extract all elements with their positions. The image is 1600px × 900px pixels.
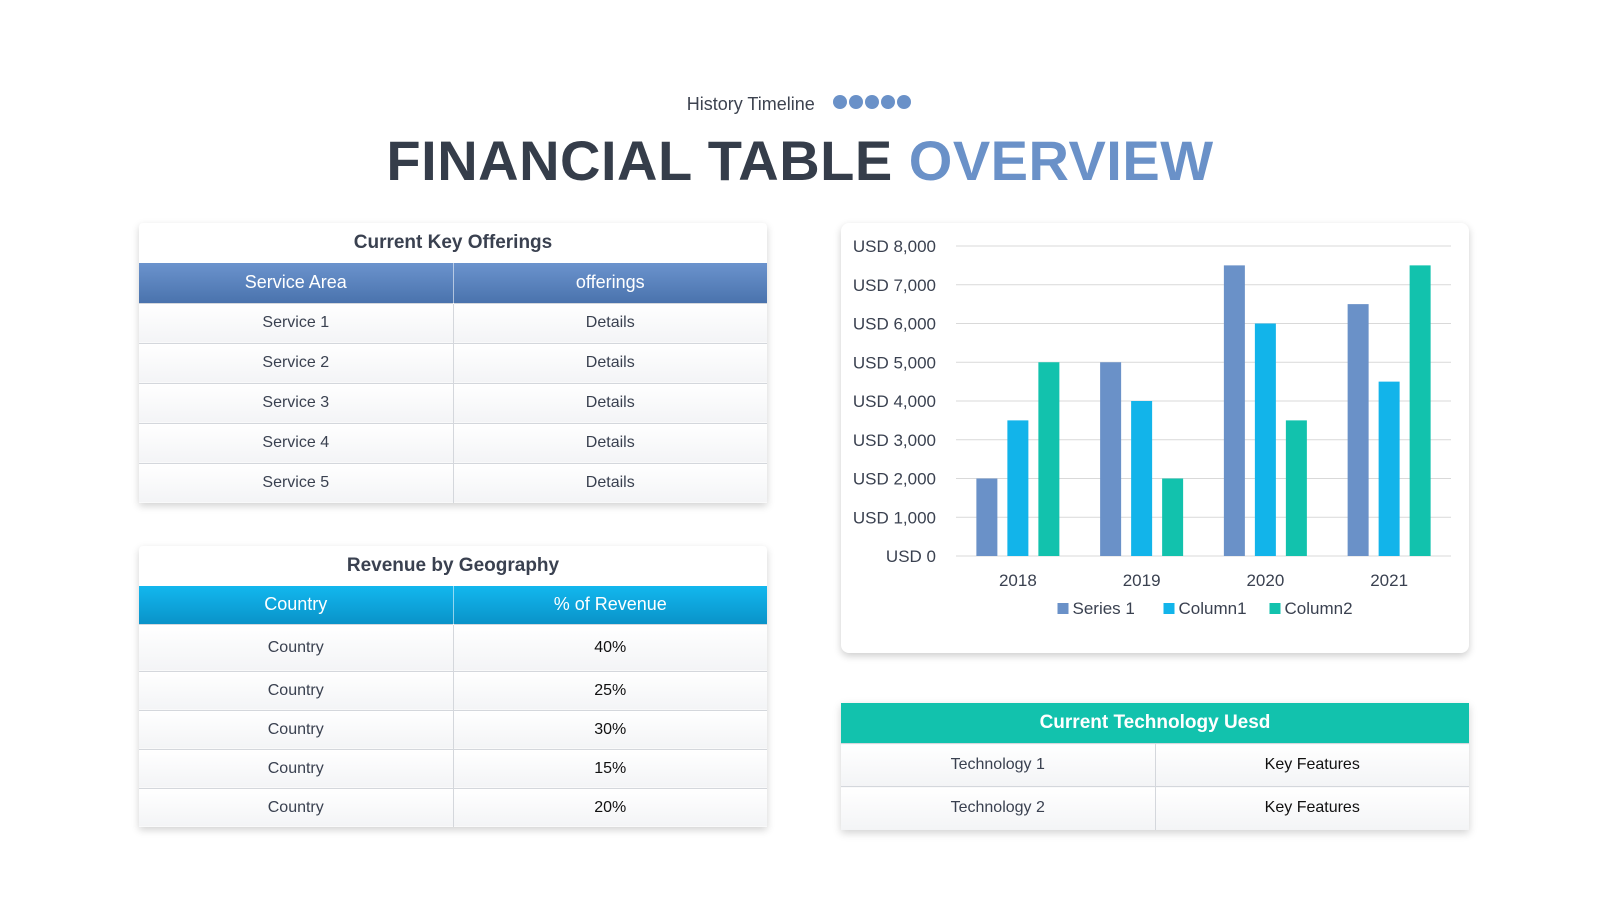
column-header-service-area: Service Area <box>139 263 453 303</box>
service-cell: Service 1 <box>139 303 453 343</box>
page-title <box>0 128 1600 193</box>
technology-cell: Technology 2 <box>841 787 1155 830</box>
timeline-dot <box>881 95 895 109</box>
y-tick-label: USD 2,000 <box>852 469 936 489</box>
revenue-cell: 20% <box>453 788 767 827</box>
column-header-country: Country <box>139 586 453 624</box>
page-title-part2: OVERVIEW <box>908 129 1214 192</box>
table-row <box>841 744 1469 787</box>
table-row <box>841 787 1469 830</box>
y-tick-label: USD 3,000 <box>852 430 936 450</box>
table-row <box>139 788 767 827</box>
key-offerings-card <box>139 223 767 503</box>
bar <box>1379 382 1400 556</box>
x-tick-label: 2019 <box>1122 571 1161 590</box>
y-tick-label: USD 0 <box>885 547 936 566</box>
x-tick-label: 2018 <box>998 571 1037 590</box>
country-cell: Country <box>139 710 453 749</box>
header-subtitle-row <box>0 94 1600 118</box>
revenue-geography-title: Revenue by Geography <box>346 555 560 576</box>
table-row <box>139 423 767 463</box>
technology-title: Current Technology Uesd <box>841 703 1469 743</box>
bar <box>976 479 997 557</box>
key-features-cell: Key Features <box>1155 744 1469 787</box>
revenue-geography-table <box>139 586 767 827</box>
revenue-cell: 40% <box>453 624 767 671</box>
bar-chart <box>841 223 1469 653</box>
y-tick-label: USD 5,000 <box>852 353 936 373</box>
technology-table <box>841 743 1469 830</box>
country-cell: Country <box>139 671 453 710</box>
header-subtitle: History Timeline <box>686 94 815 114</box>
y-tick-label: USD 1,000 <box>852 508 936 528</box>
country-cell: Country <box>139 624 453 671</box>
service-cell: Service 2 <box>139 343 453 383</box>
bar <box>1286 420 1307 556</box>
legend-label: Series 1 <box>1072 599 1135 618</box>
timeline-dot <box>833 95 847 109</box>
details-cell: Details <box>453 303 767 343</box>
table-row <box>139 383 767 423</box>
table-row <box>139 710 767 749</box>
key-offerings-title: Current Key Offerings <box>353 232 553 253</box>
bar <box>1224 265 1245 556</box>
revenue-cell: 15% <box>453 749 767 788</box>
column-header-offerings: offerings <box>453 263 767 303</box>
country-cell: Country <box>139 788 453 827</box>
bar <box>1100 362 1121 556</box>
y-tick-label: USD 8,000 <box>852 237 936 256</box>
table-row <box>139 671 767 710</box>
legend-swatch <box>1270 603 1281 614</box>
key-offerings-table <box>139 263 767 503</box>
bar <box>1131 401 1152 556</box>
table-header-row <box>139 263 767 303</box>
service-cell: Service 5 <box>139 463 453 503</box>
table-row <box>139 749 767 788</box>
legend-swatch <box>1164 603 1175 614</box>
key-features-cell: Key Features <box>1155 787 1469 830</box>
timeline-dot <box>865 95 879 109</box>
legend-label: Column1 <box>1178 599 1247 618</box>
y-tick-label: USD 4,000 <box>852 392 936 411</box>
technology-card <box>841 703 1469 830</box>
legend-swatch <box>1058 603 1069 614</box>
table-header-row <box>139 586 767 624</box>
timeline-dot <box>849 95 863 109</box>
service-cell: Service 3 <box>139 383 453 423</box>
details-cell: Details <box>453 343 767 383</box>
bar <box>1348 304 1369 556</box>
timeline-dot <box>897 95 911 109</box>
service-cell: Service 4 <box>139 423 453 463</box>
bar <box>1162 479 1183 557</box>
revenue-geography-card <box>139 546 767 827</box>
x-tick-label: 2020 <box>1246 571 1285 590</box>
details-cell: Details <box>453 383 767 423</box>
bar <box>1007 420 1028 556</box>
country-cell: Country <box>139 749 453 788</box>
timeline-dots-icon <box>833 95 913 114</box>
page-title-part1: FINANCIAL TABLE <box>386 129 893 192</box>
column-header-revenue-percent: % of Revenue <box>453 586 767 624</box>
revenue-cell: 30% <box>453 710 767 749</box>
details-cell: Details <box>453 463 767 503</box>
y-tick-label: USD 6,000 <box>852 314 936 334</box>
technology-cell: Technology 1 <box>841 744 1155 787</box>
table-row <box>139 343 767 383</box>
table-row <box>139 303 767 343</box>
x-tick-label: 2021 <box>1370 571 1409 590</box>
bar <box>1410 265 1431 556</box>
table-row <box>139 624 767 671</box>
revenue-cell: 25% <box>453 671 767 710</box>
bar-chart-card <box>841 223 1469 653</box>
table-row <box>139 463 767 503</box>
details-cell: Details <box>453 423 767 463</box>
bar <box>1255 324 1276 557</box>
y-tick-label: USD 7,000 <box>852 275 936 295</box>
bar <box>1038 362 1059 556</box>
legend-label: Column2 <box>1284 599 1353 618</box>
